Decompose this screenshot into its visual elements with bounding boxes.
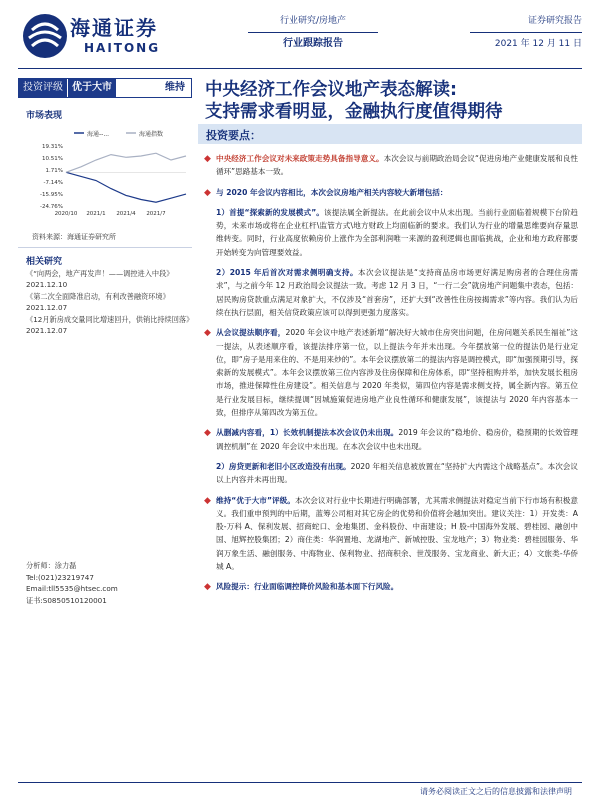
rating-bar [18, 78, 192, 98]
related-item-text: 《第二次全面降准启动，有利改善融资环境》 [26, 292, 170, 301]
bullet-icon: ◆ [204, 495, 211, 506]
para-lead: 从删减内容看，1）长效机制提法本次会议仍未出现。 [216, 428, 399, 438]
header-divider [18, 68, 582, 69]
x-tick-label: 2021/1 [86, 211, 106, 217]
x-tick-label: 2020/10 [54, 211, 78, 217]
report-title-line1: 中央经济工作会议地产表态解读: [205, 80, 457, 100]
x-tick-label: 2021/7 [146, 211, 166, 217]
header-doc-type: 证券研究报告 [470, 10, 582, 33]
main-content [204, 152, 578, 601]
related-item[interactable] [26, 291, 196, 313]
analyst-block [26, 560, 118, 606]
para-text: 2019 年会议的“稳地价、稳房价，稳预期的长效管理调控机制”在 2020 年会议中未出现。在本次会议中也未出现。 [216, 428, 579, 451]
related-list [26, 268, 196, 337]
logo-name-cn: 海通证券 [70, 16, 158, 40]
rating-change: 维持 [165, 82, 185, 93]
related-item-text: 《12月新房成交量同比增速回升，供销比持续回落》 [26, 315, 194, 324]
y-tick-label: -15.95% [40, 192, 63, 199]
header-date: 2021 年 12 月 11 日 [494, 39, 582, 49]
chart-source: 资料来源：海通证券研究所 [32, 233, 116, 241]
bullet-icon: ◆ [204, 328, 211, 339]
header-category-block [248, 10, 378, 55]
rating-value: 优于大市 [67, 79, 116, 97]
y-tick-label: 19.31% [42, 144, 63, 150]
para-sub [204, 266, 578, 319]
para-lead: 风险提示：行业面临调控降价风险和基本面下行风险。 [216, 582, 399, 592]
series-line [66, 172, 186, 202]
left-divider [18, 247, 192, 248]
para-lead: 与 2020 年会议内容相比，本次会议房地产相关内容较大新增包括： [216, 187, 448, 197]
analyst-cert: 证书:S0850510120001 [26, 595, 107, 605]
series-line [66, 153, 186, 172]
para-lead: 1）首提“探索新的发展模式”。 [216, 207, 324, 217]
para-lead: 从会议提法顺序看， [216, 328, 286, 338]
y-tick-label: -7.14% [43, 180, 63, 187]
chart-legend [74, 130, 163, 138]
analyst-email[interactable]: Email:tll5535@htsec.com [26, 584, 118, 593]
y-tick-label: 10.51% [42, 155, 63, 162]
related-title: 相关研究 [26, 257, 63, 267]
para-bullet [204, 326, 578, 419]
related-item[interactable] [26, 268, 196, 290]
header-category: 行业研究/房地产 [248, 10, 378, 33]
para-text: 2020 年会议中地产表述新增“解决好大城市住房突出问题，住房问题关系民生福祉”这一提法，从表述顺序看，该提法排序第一位，以上提法今年并未出现。今年摆放第一位的提法仍是行业定位，即“房子是用来住的、不是用来炒的”。本年会议摆放第二的提法内容是调控模式，即“加强预期引导，探索新的发展模式”。本年会议摆放第三位内容涉及住房保障和住房体系，即“坚持租购并举，加快发展长租房市场，推进保障性住房建设”。相关信息与 2020 年类似，第四位内容是需求侧支持，属全新内容。第五位是行业发展目标，继续提调“因城施策促进房地产业良性循环和健康发展”，该提法与 2020 年内容基本一致，但排序从第四改为第五位。 [216, 328, 578, 418]
para-sub [204, 206, 578, 259]
footer-disclaimer: 请务必阅读正文之后的信息披露和法律声明 [420, 787, 572, 796]
report-title-line2: 支持需求看明显，金融执行度值得期待 [205, 102, 503, 122]
rating-label: 投资评级 [19, 79, 67, 97]
bullet-icon: ◆ [204, 154, 211, 164]
logo-name-en: HAITONG [84, 41, 161, 55]
para-sub [204, 460, 578, 487]
para-bullet [204, 186, 578, 199]
legend-label: 海通--... [87, 131, 110, 138]
related-item-text: 《“向两会，地产再发声！——调控进入中段》 [26, 269, 174, 278]
para-text: 本次会议对行业中长期进行明确部署，尤其需求侧提法对稳定当前下行市场有积极意义。我们重申预判的中后期，蓝筹公司相对其它房企的优势和价值将会越加突出。建议关注：1）开发类：A 股-万科 A、保利发展、招商蛇口、金地集团、金科股份、中南建设；H 股-中国海外发展、碧桂园、融创中国、旭辉控股集团；2）商住类：华润置地、龙湖地产、新城控股、宝龙地产；3）物业类：碧桂园服务、华润万象生活、融创服务、中海物业、保利物业、招商积余、世茂服务、宝龙商业、新大正；4）文旅类-华侨城 A。 [216, 495, 579, 572]
para-lead: 2）2015 年后首次对需求侧明确支持。 [216, 268, 358, 278]
para-text: 本次会议与前期政治局会议“促进房地产业健康发展和良性循环”思路基本一致。 [216, 154, 578, 177]
para-bullet [204, 494, 578, 574]
bullet-icon: ◆ [204, 187, 211, 198]
y-tick-label: -24.76% [40, 204, 63, 210]
para-lead: 2）房贷更新和老旧小区改造没有出现。 [216, 461, 351, 471]
footer-divider [18, 782, 582, 783]
para-lead: 维持“优于大市”评级。 [216, 495, 295, 505]
analyst-name: 分析师：涂力磊 [26, 561, 77, 570]
para-bullet [204, 580, 578, 593]
header-meta-block [470, 10, 582, 55]
x-tick-label: 2021/4 [116, 211, 136, 217]
para-text: 本次会议提法是“支持商品房市场更好满足购房者的合理住房需求”，与之前今年 12 月政治局会议提法一致。考虑 12 月 3 日，“一行二会”就房地产问题集中表态，包括：居民购房贷款重点满足对象扩大，不仅涉及“首套房”，还扩大到“改善性住房按揭需求”等内容。我们认为后续在执行层面，相关信贷政策应该可以得到更强力度落实。 [216, 268, 579, 317]
analyst-tel: Tel:(021)23219747 [26, 572, 94, 582]
para-bullet [204, 152, 578, 179]
y-tick-label: 1.71% [45, 167, 63, 174]
legend-label: 海通指数 [139, 131, 164, 138]
related-item[interactable] [26, 314, 196, 336]
related-item-date: 2021.12.10 [26, 280, 68, 289]
para-bullet [204, 426, 578, 453]
key-points-label: 投资要点： [206, 129, 261, 142]
bullet-icon: ◆ [204, 582, 211, 593]
para-lead: 中央经济工作会议对未来政策走势具备指导意义。 [216, 154, 384, 163]
header-report-type: 行业跟踪报告 [283, 38, 343, 49]
bullet-icon: ◆ [204, 428, 211, 439]
related-item-date: 2021.12.07 [26, 303, 68, 312]
para-text: 2020 年相关信息被放置在“坚持扩大内需这个战略基点”。本次会议以上内容并未再出现。 [216, 461, 578, 485]
market-title: 市场表现 [26, 111, 63, 121]
market-chart [26, 128, 192, 218]
para-text: 该提法属全新提法。在此前会议中从未出现。当前行业面临着规模下台阶趋势，未来市场或将在企业杠杆\监管方式\地方财政上均面临新的要求。我们认为行业的增量思维要向存量思维转变。同时，行业高度依赖房价上涨作为全部利润唯一来源的盈利逻辑也面临挑战，企业和地方政府都要开始转变为向管理要效益。 [216, 207, 579, 257]
related-item-date: 2021.12.07 [26, 326, 68, 335]
